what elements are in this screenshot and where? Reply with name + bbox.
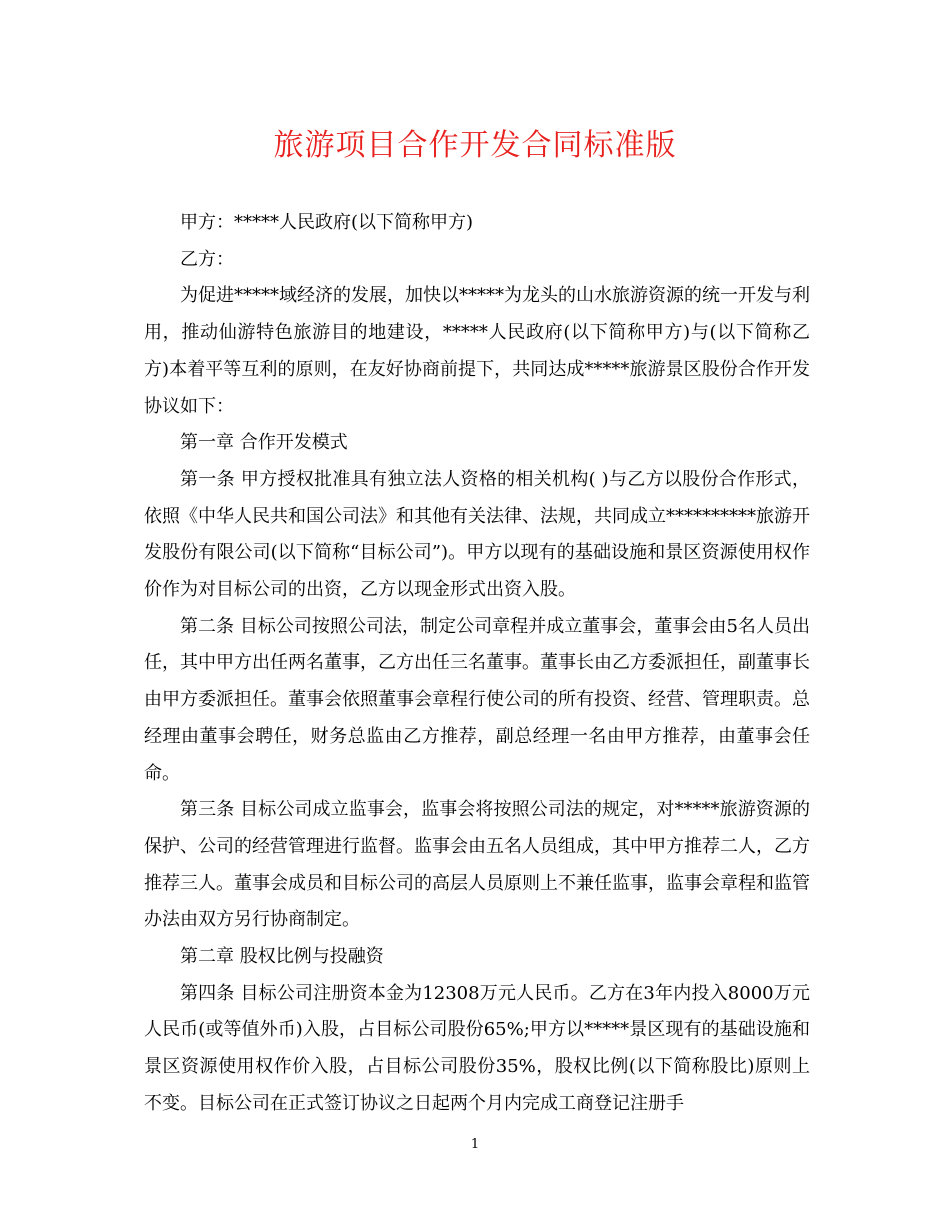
article-2-paragraph: 第二条 目标公司按照公司法，制定公司章程并成立董事会，董事会由5名人员出任，其中甲方出任两名董事，乙方出任三名董事。董事长由乙方委派担任，副董事长由甲方委派担任。董事会依照董事会章程行使公司的所有投资、经营、管理职责。总经理由董事会聘任，财务总监由乙方推荐，副总经理一名由甲方推荐，由董事会任命。 (144, 615, 810, 784)
party-b-line: 乙方： (180, 248, 234, 270)
preamble-paragraph: 为促进*****域经济的发展，加快以*****为龙头的山水旅游资源的统一开发与利用，推动仙游特色旅游目的地建设，*****人民政府(以下简称甲方)与(以下简称乙方)本着平等互利的原则，在友好协商前提下，共同达成*****旅游景区股份合作开发协议如下： (144, 285, 810, 417)
article-1-paragraph: 第一条 甲方授权批准具有独立法人资格的相关机构( )与乙方以股份合作形式，依照《中华人民共和国公司法》和其他有关法律、法规，共同成立**********旅游开发股份有限公司(以下简称“目标公司”)。甲方以现有的基础设施和景区资源使用权作价作为对目标公司的出资，乙方以现金形式出资入股。 (144, 468, 810, 601)
article-3-paragraph: 第三条 目标公司成立监事会，监事会将按照公司法的规定，对*****旅游资源的保护、公司的经营管理进行监督。监事会由五名人员组成，其中甲方推荐二人，乙方推荐三人。董事会成员和目标公司的高层人员原则上不兼任监事，监事会章程和监管办法由双方另行协商制定。 (144, 799, 810, 931)
chapter-heading-1: 第一章 合作开发模式 (180, 432, 348, 454)
document-body (144, 205, 810, 1123)
chapter-heading-2: 第二章 股权比例与投融资 (180, 946, 384, 968)
document-title: 旅游项目合作开发合同标准版 (273, 128, 677, 163)
page-number: 1 (470, 1137, 480, 1152)
article-4-paragraph: 第四条 目标公司注册资本金为12308万元人民币。乙方在3年内投入8000万元人民币(或等值外币)入股，占目标公司股份65%;甲方以*****景区现有的基础设施和景区资源使用权作价入股，占目标公司股份35%，股权比例(以下简称股比)原则上不变。目标公司在正式签订协议之日起两个月内完成工商登记注册手 (144, 982, 810, 1114)
party-a-line: 甲方：*****人民政府(以下简称甲方) (180, 212, 474, 233)
